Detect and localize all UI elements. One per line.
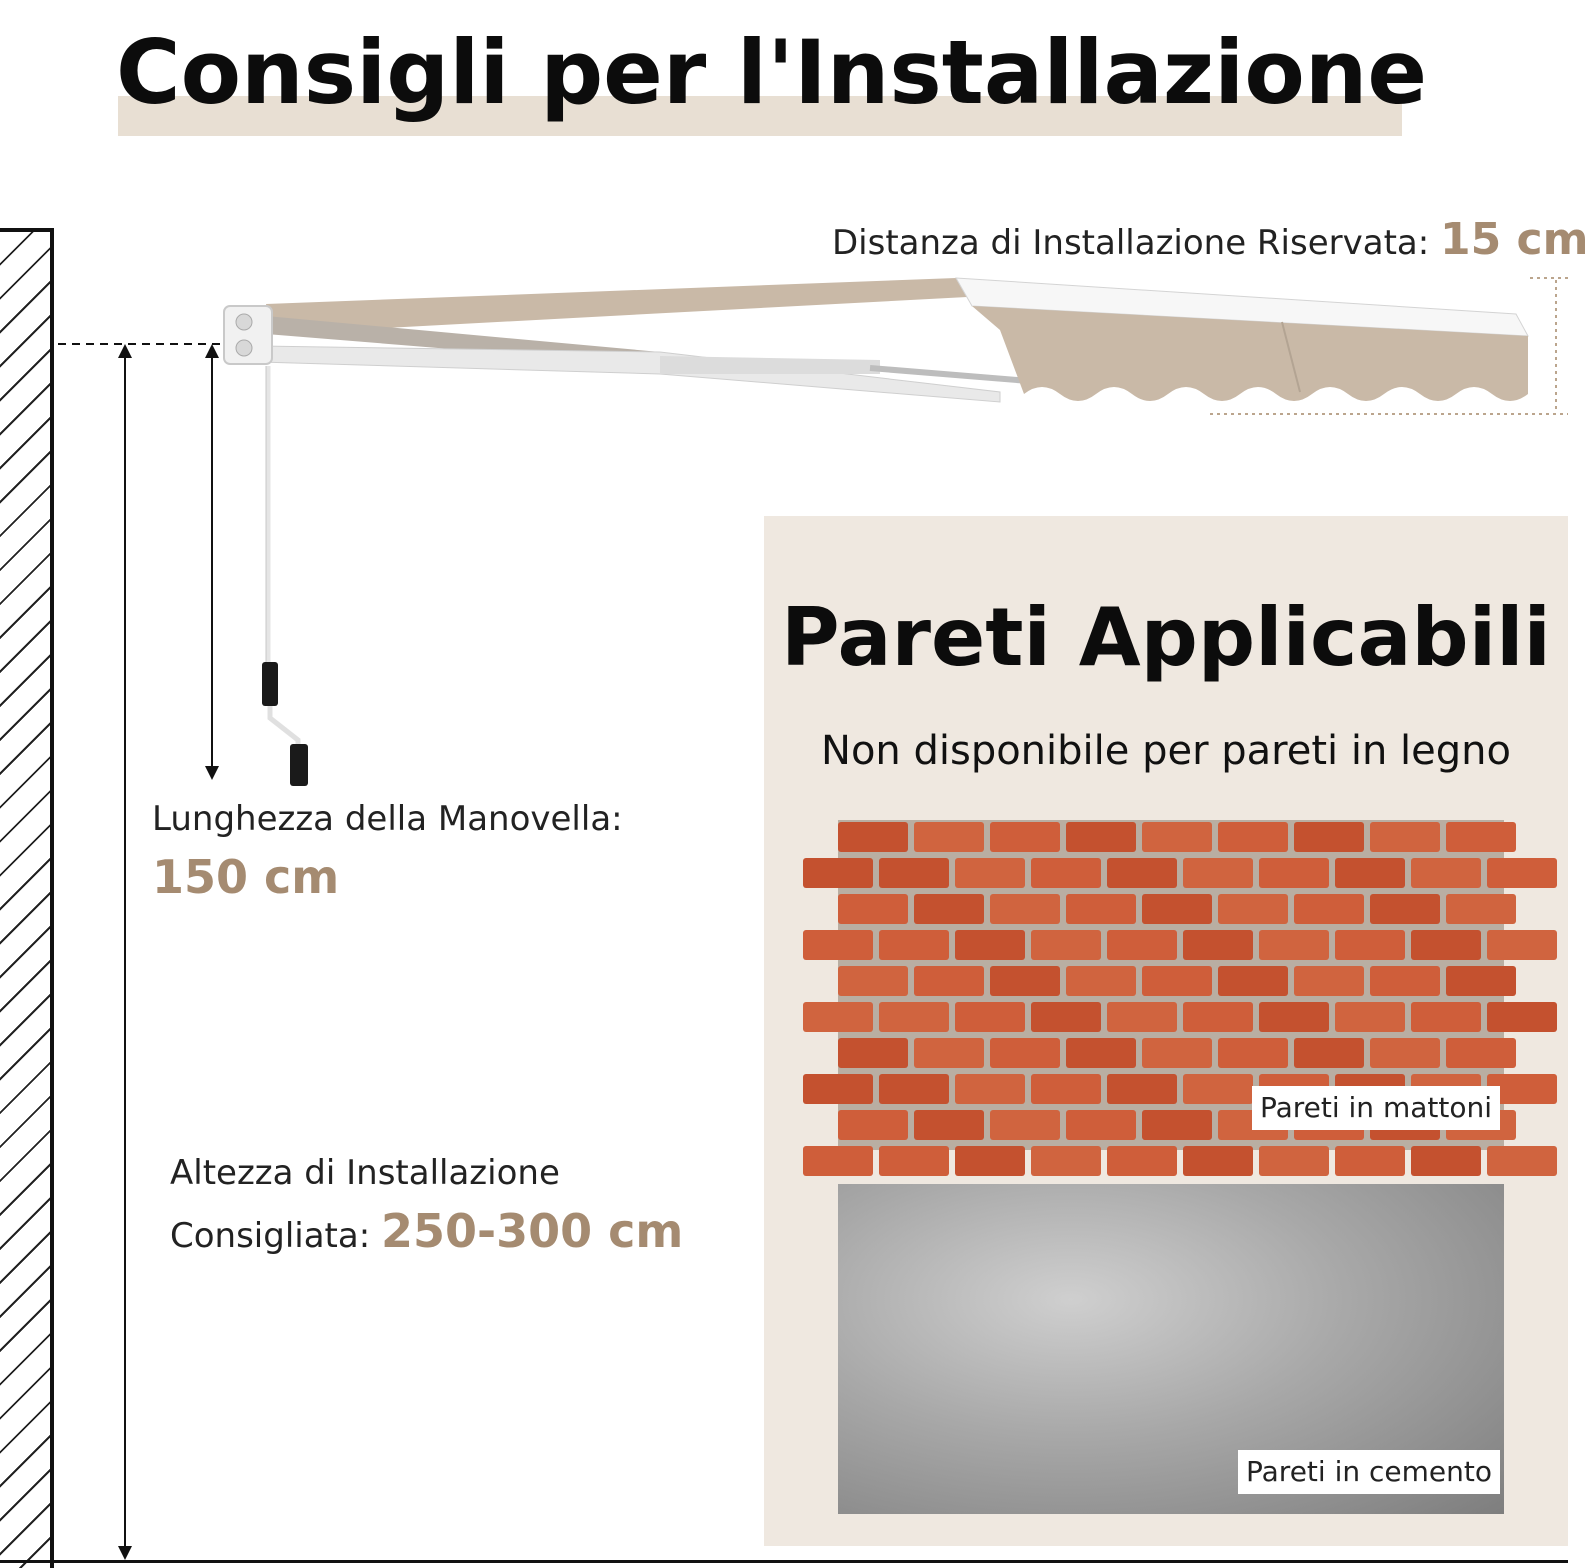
brick — [1294, 966, 1364, 996]
brick — [1446, 894, 1516, 924]
brick — [1142, 822, 1212, 852]
brick — [1294, 822, 1364, 852]
brick — [1259, 1146, 1329, 1176]
install-height-label-text: Consigliata: — [170, 1216, 381, 1256]
brick — [1446, 966, 1516, 996]
brick — [1335, 1002, 1405, 1032]
brick — [838, 1038, 908, 1068]
brick — [1218, 966, 1288, 996]
brick — [1031, 1002, 1101, 1032]
crank-arrow-top — [205, 344, 219, 358]
brick — [1031, 858, 1101, 888]
brick — [879, 1074, 949, 1104]
brick — [1370, 966, 1440, 996]
applicable-walls-panel — [764, 516, 1568, 1546]
crank-length-label: Lunghezza della Manovella: — [152, 799, 623, 839]
brick — [1487, 1002, 1557, 1032]
brick — [1066, 966, 1136, 996]
brick — [1294, 894, 1364, 924]
brick — [803, 930, 873, 960]
awning-fabric-top — [266, 278, 986, 334]
brick — [879, 1002, 949, 1032]
brick — [1031, 930, 1101, 960]
crank-arrow-bottom — [205, 766, 219, 780]
brick — [1446, 822, 1516, 852]
brick — [1066, 1038, 1136, 1068]
height-arrow-top — [118, 344, 132, 358]
height-arrow-bottom — [118, 1546, 132, 1560]
brick — [879, 858, 949, 888]
brick-wall-caption: Pareti in mattoni — [1252, 1086, 1500, 1130]
brick — [1335, 1146, 1405, 1176]
crank-knob — [290, 744, 308, 786]
brick — [914, 1038, 984, 1068]
brick — [1183, 1146, 1253, 1176]
brick — [990, 1110, 1060, 1140]
crank-bend — [270, 706, 298, 748]
brick — [1411, 1002, 1481, 1032]
brick — [1335, 858, 1405, 888]
reserved-distance-label — [832, 214, 1588, 269]
brick — [1183, 1002, 1253, 1032]
brick — [1142, 894, 1212, 924]
brick — [990, 894, 1060, 924]
brick — [1446, 1038, 1516, 1068]
brick — [803, 1002, 873, 1032]
brick — [838, 1110, 908, 1140]
page-title: Consigli per l'Installazione — [116, 21, 1428, 124]
reserved-distance-text: Distanza di Installazione Riservata: — [832, 223, 1440, 263]
brick — [914, 822, 984, 852]
concrete-wall-image — [838, 1184, 1504, 1514]
brick — [803, 1074, 873, 1104]
brick — [1142, 1038, 1212, 1068]
brick — [1487, 1146, 1557, 1176]
panel-title: Pareti Applicabili — [781, 591, 1551, 684]
brick — [1142, 966, 1212, 996]
brick — [1335, 930, 1405, 960]
bracket-bolt — [236, 340, 252, 356]
install-height-label-line2 — [170, 1206, 683, 1261]
brick — [1370, 1038, 1440, 1068]
brick — [1107, 930, 1177, 960]
brick — [1218, 822, 1288, 852]
brick — [1294, 1038, 1364, 1068]
brick — [990, 1038, 1060, 1068]
brick — [1142, 1110, 1212, 1140]
brick — [1259, 930, 1329, 960]
brick — [1218, 1038, 1288, 1068]
reserved-distance-value: 15 cm — [1440, 214, 1588, 265]
brick — [1183, 858, 1253, 888]
brick — [1066, 822, 1136, 852]
brick — [1411, 858, 1481, 888]
brick — [1107, 1146, 1177, 1176]
concrete-wall-caption: Pareti in cemento — [1238, 1450, 1500, 1494]
brick — [955, 1146, 1025, 1176]
brick — [803, 858, 873, 888]
install-height-value: 250-300 cm — [381, 1204, 684, 1258]
brick — [1031, 1146, 1101, 1176]
brick — [1066, 1110, 1136, 1140]
brick — [990, 822, 1060, 852]
brick — [1107, 858, 1177, 888]
brick — [838, 966, 908, 996]
folding-arm — [260, 346, 1000, 402]
brick — [1259, 858, 1329, 888]
brick — [955, 1002, 1025, 1032]
brick — [955, 1074, 1025, 1104]
brick — [1066, 894, 1136, 924]
crank-length-value: 150 cm — [152, 850, 340, 904]
brick-wall-image — [838, 820, 1504, 1150]
brick — [914, 894, 984, 924]
brick — [838, 822, 908, 852]
brick — [955, 858, 1025, 888]
brick — [955, 930, 1025, 960]
brick — [1183, 1074, 1253, 1104]
bracket-bolt — [236, 314, 252, 330]
install-height-label-line1: Altezza di Installazione — [170, 1153, 560, 1193]
brick — [914, 966, 984, 996]
brick — [1487, 930, 1557, 960]
brick — [1183, 930, 1253, 960]
brick — [1370, 894, 1440, 924]
brick — [838, 894, 908, 924]
panel-subtitle: Non disponibile per pareti in legno — [821, 728, 1511, 774]
brick — [1411, 930, 1481, 960]
brick — [1107, 1074, 1177, 1104]
brick — [1218, 894, 1288, 924]
brick — [1031, 1074, 1101, 1104]
brick — [1487, 858, 1557, 888]
brick — [879, 1146, 949, 1176]
brick — [1107, 1002, 1177, 1032]
arm-joint — [660, 356, 880, 374]
brick — [803, 1146, 873, 1176]
brick — [1259, 1002, 1329, 1032]
crank-handle-grip — [262, 662, 278, 706]
brick — [1411, 1146, 1481, 1176]
brick — [1370, 822, 1440, 852]
brick — [914, 1110, 984, 1140]
brick — [879, 930, 949, 960]
brick — [990, 966, 1060, 996]
